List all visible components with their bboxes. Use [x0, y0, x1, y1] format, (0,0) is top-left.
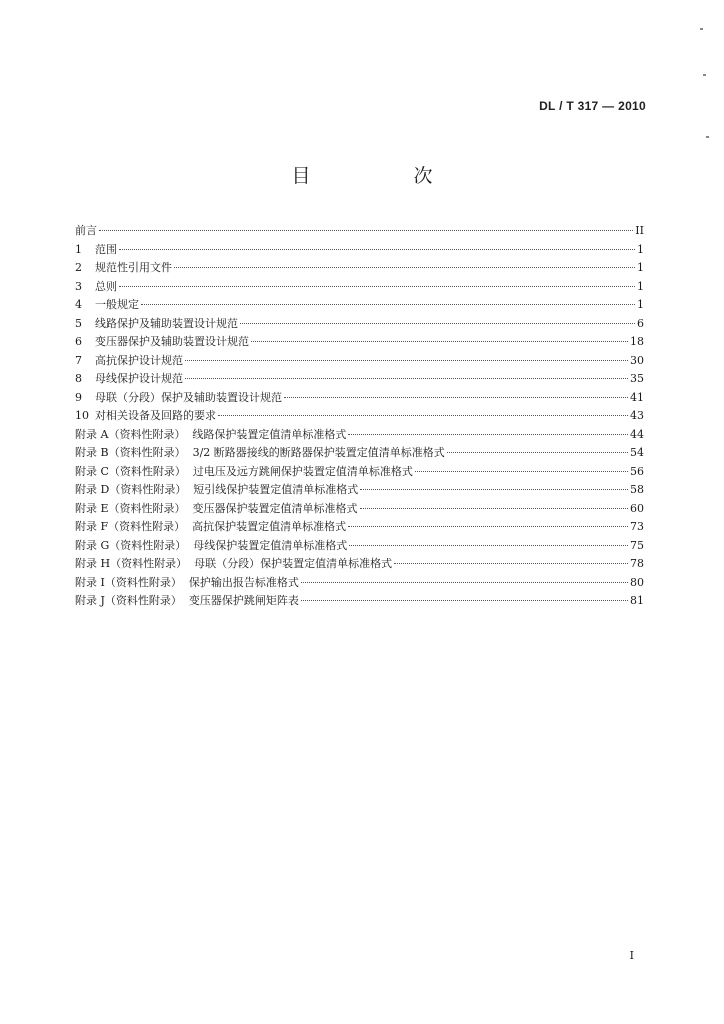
toc-entry[interactable] [75, 352, 644, 371]
toc-entry-page: 1 [637, 298, 644, 311]
toc-entry[interactable] [75, 241, 644, 260]
toc-entry-page: 30 [630, 353, 644, 367]
toc-entry-title: 附录 H（资料性附录） 母联（分段）保护装置定值清单标准格式 [75, 557, 393, 570]
toc-entry-number: 6 [75, 335, 82, 348]
toc-leader-dots [360, 508, 628, 509]
toc-entry-title: 附录 J（资料性附录） 变压器保护跳闸矩阵表 [75, 594, 299, 607]
toc-entry-number: 9 [75, 390, 82, 404]
toc-entry-number: 5 [75, 316, 82, 330]
toc-entry-title: 附录 F（资料性附录） 高抗保护装置定值清单标准格式 [75, 520, 347, 533]
toc-entry-page: 81 [630, 594, 644, 607]
toc-entry-title: 总则 [95, 279, 117, 293]
toc-entry-page: 44 [630, 427, 644, 441]
toc-entry[interactable] [75, 463, 644, 482]
toc-entry-number: 8 [75, 372, 82, 385]
toc-entry-page: 73 [630, 520, 644, 533]
toc-entry[interactable] [75, 555, 644, 574]
page-title: 目 次 [291, 165, 475, 187]
toc-leader-dots [394, 563, 628, 564]
toc-entry-title: 附录 A（资料性附录） 线路保护装置定值清单标准格式 [75, 427, 347, 441]
toc-entry-page: 54 [630, 446, 644, 459]
table-of-contents [75, 222, 644, 611]
page-number: I [629, 949, 634, 962]
toc-entry[interactable] [75, 315, 644, 334]
toc-entry-page: 41 [630, 390, 644, 404]
toc-entry-title: 附录 B（资料性附录） 3/2 断路器接线的断路器保护装置定值清单标准格式 [75, 446, 445, 459]
toc-entry-page: 60 [630, 501, 644, 515]
toc-entry[interactable] [75, 389, 644, 408]
toc-leader-dots [119, 286, 635, 287]
toc-entry[interactable] [75, 407, 644, 426]
toc-entry[interactable] [75, 481, 644, 500]
toc-entry[interactable] [75, 426, 644, 445]
toc-leader-dots [185, 360, 628, 361]
toc-entry-page: 43 [630, 409, 644, 422]
toc-leader-dots [141, 304, 635, 305]
toc-leader-dots [185, 378, 628, 379]
toc-entry-number: 7 [75, 353, 82, 367]
toc-entry-page: 1 [637, 261, 644, 274]
toc-entry-page: 6 [637, 316, 644, 330]
toc-entry-title: 高抗保护设计规范 [95, 353, 183, 367]
toc-entry[interactable] [75, 370, 644, 389]
toc-entry[interactable] [75, 500, 644, 519]
toc-leader-dots [99, 230, 633, 231]
toc-entry-page: 56 [630, 464, 644, 478]
toc-entry-page: 35 [630, 372, 644, 385]
document-code: DL / T 317 — 2010 [539, 99, 646, 113]
toc-leader-dots [301, 582, 628, 583]
toc-leader-dots [301, 600, 628, 601]
toc-entry-title: 规范性引用文件 [95, 261, 172, 274]
scan-speck [700, 28, 703, 30]
toc-leader-dots [349, 545, 628, 546]
toc-entry[interactable] [75, 574, 644, 593]
toc-entry-page: 75 [630, 538, 644, 552]
toc-entry[interactable] [75, 537, 644, 556]
toc-entry[interactable] [75, 333, 644, 352]
toc-leader-dots [360, 489, 628, 490]
toc-leader-dots [174, 267, 635, 268]
toc-leader-dots [348, 526, 628, 527]
toc-entry[interactable] [75, 278, 644, 297]
toc-entry[interactable] [75, 518, 644, 537]
toc-leader-dots [218, 415, 628, 416]
toc-entry[interactable] [75, 222, 644, 241]
toc-entry[interactable] [75, 444, 644, 463]
toc-entry-number: 4 [75, 298, 82, 311]
toc-entry-title: 附录 G（资料性附录） 母线保护装置定值清单标准格式 [75, 538, 348, 552]
toc-entry-title: 母线保护设计规范 [95, 372, 183, 385]
toc-entry-title: 前言 [75, 224, 97, 237]
toc-entry-title: 一般规定 [95, 298, 139, 311]
toc-entry-page: II [635, 224, 644, 237]
toc-leader-dots [348, 434, 628, 435]
toc-entry-number: 10 [75, 409, 89, 422]
toc-entry-number: 1 [75, 242, 82, 256]
toc-leader-dots [240, 323, 635, 324]
toc-entry-title: 对相关设备及回路的要求 [95, 409, 216, 422]
toc-entry[interactable] [75, 592, 644, 611]
toc-entry[interactable] [75, 259, 644, 278]
toc-entry[interactable] [75, 296, 644, 315]
toc-entry-title: 附录 C（资料性附录） 过电压及远方跳闸保护装置定值清单标准格式 [75, 464, 413, 478]
toc-entry-page: 58 [630, 483, 644, 496]
toc-entry-page: 18 [630, 335, 644, 348]
toc-entry-title: 附录 E（资料性附录） 变压器保护装置定值清单标准格式 [75, 501, 358, 515]
toc-entry-page: 78 [630, 557, 644, 570]
toc-entry-title: 附录 I（资料性附录） 保护输出报告标准格式 [75, 575, 299, 589]
toc-entry-title: 附录 D（资料性附录） 短引线保护装置定值清单标准格式 [75, 483, 359, 496]
scan-speck [703, 74, 706, 76]
toc-entry-title: 母联（分段）保护及辅助装置设计规范 [95, 390, 282, 404]
toc-entry-page: 1 [637, 279, 644, 293]
toc-leader-dots [447, 452, 628, 453]
toc-leader-dots [415, 471, 628, 472]
toc-entry-title: 范围 [95, 242, 117, 256]
scan-speck [706, 136, 709, 138]
toc-leader-dots [284, 397, 628, 398]
toc-leader-dots [119, 249, 635, 250]
toc-entry-page: 1 [637, 242, 644, 256]
toc-entry-title: 线路保护及辅助装置设计规范 [95, 316, 238, 330]
toc-entry-page: 80 [630, 575, 644, 589]
toc-entry-number: 3 [75, 279, 82, 293]
toc-entry-title: 变压器保护及辅助装置设计规范 [95, 335, 249, 348]
toc-leader-dots [251, 341, 628, 342]
toc-entry-number: 2 [75, 261, 82, 274]
